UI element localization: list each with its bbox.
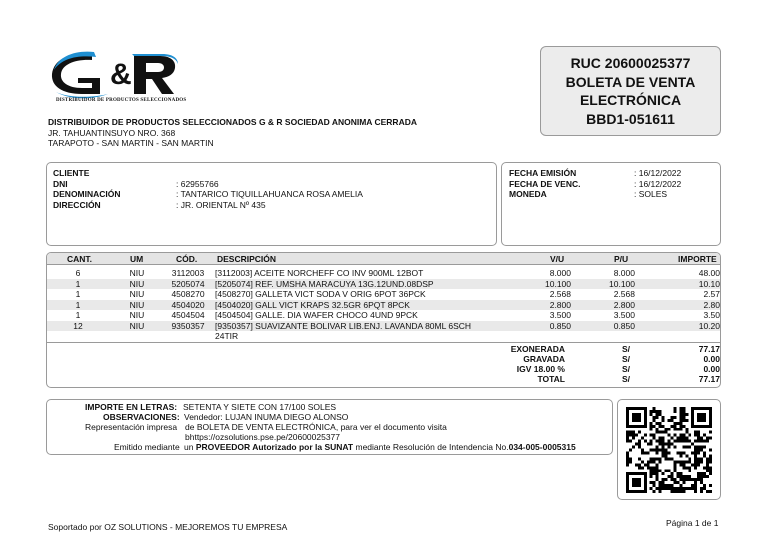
cell-vu: 3.500 [549,310,571,320]
svg-text:&: & [110,58,132,91]
cell-vu: 2.800 [549,299,571,310]
cell-pu: 2.568 [613,289,635,299]
total-currency: S/ [622,374,631,384]
amount-in-letters-value: SETENTA Y SIETE CON 17/100 SOLES [183,402,337,412]
cell-amount: 48.00 [698,268,720,278]
cell-qty: 6 [75,268,81,278]
cell-code: 4504504 [171,310,205,320]
cell-pu: 0.850 [613,320,635,331]
cell-vu: 8.000 [549,268,571,278]
cell-um: NIU [129,289,145,299]
company-address-line1: JR. TAHUANTINSUYO NRO. 368 [48,128,176,138]
cell-qty: 1 [75,289,81,299]
issued-via-label: Emitido mediante [114,442,180,452]
resolution-number: 034-005-0005315 [508,442,576,452]
cell-pu: 10.100 [609,278,635,289]
cell-um: NIU [129,320,145,331]
cell-desc: [3112003] ACEITE NORCHEFF CO INV 900ML 12BOT [215,268,424,278]
header-amount: IMPORTE [678,254,717,264]
document-number: BBD1-051611 [586,110,675,127]
items-table-header [47,253,720,265]
document-url[interactable]: bhttps://ozsolutions.pse.pe/20600025377 [185,432,341,442]
emission-date-label: FECHA EMISIÓN [509,168,577,178]
total-value: 77.17 [698,344,720,354]
cell-desc: [5205074] REF. UMSHA MARACUYA 13G.12UND.08DSP [215,278,434,289]
document-type-line1: BOLETA DE VENTA [565,73,696,90]
due-date-value: : 16/12/2022 [634,179,682,189]
amount-in-letters-label: IMPORTE EN LETRAS: [85,402,178,412]
dni-value: : 62955766 [176,179,219,189]
total-currency: S/ [622,344,631,354]
cell-um: NIU [129,299,145,310]
company-logo [48,48,188,110]
cell-amount: 2.57 [703,289,720,299]
table-row [47,300,720,311]
items-table [46,252,721,388]
total-currency: S/ [622,364,631,374]
printed-representation-label: Representación impresa [85,422,178,432]
page-number: Página 1 de 1 [666,518,719,528]
cell-code: 4508270 [171,289,205,299]
cell-qty: 12 [73,320,83,331]
additional-info-box [46,399,613,455]
table-row [47,279,720,290]
cell-qty: 1 [75,310,81,320]
company-address-line2: TARAPOTO - SAN MARTIN - SAN MARTIN [48,138,214,148]
cell-desc: [4508270] GALLETA VICT SODA V ORIG 6POT 36PCK [215,289,426,299]
cell-um: NIU [129,268,145,278]
denomination-value: : TANTARICO TIQUILLAHUANCA ROSA AMELIA [176,189,363,199]
denomination-label: DENOMINACIÓN [53,189,121,199]
due-date-label: FECHA DE VENC. [509,179,581,189]
qr-code-box [617,399,721,500]
cell-desc: [4504020] GALL VICT KRAPS 32.5GR 6PQT 8PCK [215,299,410,310]
table-row-continuation [47,331,720,342]
cell-um: NIU [129,310,145,320]
footer-supported-by: Soportado por OZ SOLUTIONS - MEJOREMOS TU EMPRESA [48,522,288,532]
currency-value: : SOLES [634,189,668,199]
observations-value: Vendedor: LUJAN INUMA DIEGO ALONSO [184,412,349,422]
printed-representation-text: de BOLETA DE VENTA ELECTRÓNICA, para ver el documento visita [185,422,447,432]
cell-amount: 10.10 [698,278,720,289]
table-row [47,268,720,279]
client-header: CLIENTE [53,168,90,178]
cell-amount: 2.80 [703,299,720,310]
cell-qty: 1 [75,278,81,289]
total-value: 0.00 [703,354,720,364]
cell-amount: 3.50 [703,310,720,320]
cell-vu: 2.568 [549,289,571,299]
cell-pu: 3.500 [613,310,635,320]
issued-via-text [184,442,576,453]
dni-label: DNI [53,179,68,189]
currency-label: MONEDA [509,189,547,199]
cell-desc-continuation: 24TIR [215,331,239,341]
cell-vu: 10.100 [545,278,571,289]
total-currency: S/ [622,354,631,364]
cell-code: 3112003 [171,268,205,278]
emission-date-value: : 16/12/2022 [634,168,682,178]
header-um: UM [130,254,144,264]
dates-info-box [501,162,721,246]
qr-code [626,407,712,493]
total-label: EXONERADA [510,344,565,354]
header-qty: CANT. [67,254,93,264]
cell-code: 4504020 [171,299,205,310]
table-row [47,310,720,321]
header-description: DESCRIPCIÓN [217,254,277,264]
cell-amount: 10.20 [698,320,720,331]
cell-um: NIU [129,278,145,289]
total-label: TOTAL [537,374,565,384]
table-row [47,289,720,300]
ruc-number: RUC 20600025377 [570,55,691,71]
authorized-provider: PROVEEDOR Autorizado por la SUNAT [195,442,354,452]
cell-desc: [9350357] SUAVIZANTE BOLIVAR LIB.ENJ. LAVANDA 80ML 6SCH [215,320,472,331]
company-name: DISTRIBUIDOR DE PRODUCTOS SELECCIONADOS G & R SOCIEDAD ANONIMA CERRADA [48,117,417,127]
header-unit-price: P/U [614,254,629,264]
logo-tagline: DISTRIBUIDOR DE PRODUCTOS SELECCIONADOS [56,98,187,103]
total-value: 0.00 [703,364,720,374]
header-unit-value: V/U [550,254,565,264]
cell-qty: 1 [75,299,81,310]
total-label: GRAVADA [523,354,565,364]
address-value: : JR. ORIENTAL Nº 435 [176,200,266,210]
total-label: IGV 18.00 % [516,364,565,374]
cell-pu: 2.800 [613,299,635,310]
client-info-box [46,162,497,246]
cell-code: 5205074 [171,278,205,289]
total-value: 77.17 [698,374,720,384]
header-code: CÓD. [176,254,198,264]
document-id-box [540,46,721,136]
table-row [47,321,720,332]
cell-vu: 0.850 [549,320,571,331]
resolution-text: mediante Resolución de Intendencia No. [355,442,509,452]
observations-label: OBSERVACIONES: [103,412,180,422]
cell-desc: [4504504] GALLE. DIA WAFER CHOCO 4UND 9PCK [215,310,418,320]
cell-code: 9350357 [171,320,205,331]
totals-divider [47,342,720,343]
address-label: DIRECCIÓN [53,200,101,210]
cell-pu: 8.000 [613,268,635,278]
document-type-line2: ELECTRÓNICA [579,92,682,108]
issued-via-prefix: un [184,442,194,452]
